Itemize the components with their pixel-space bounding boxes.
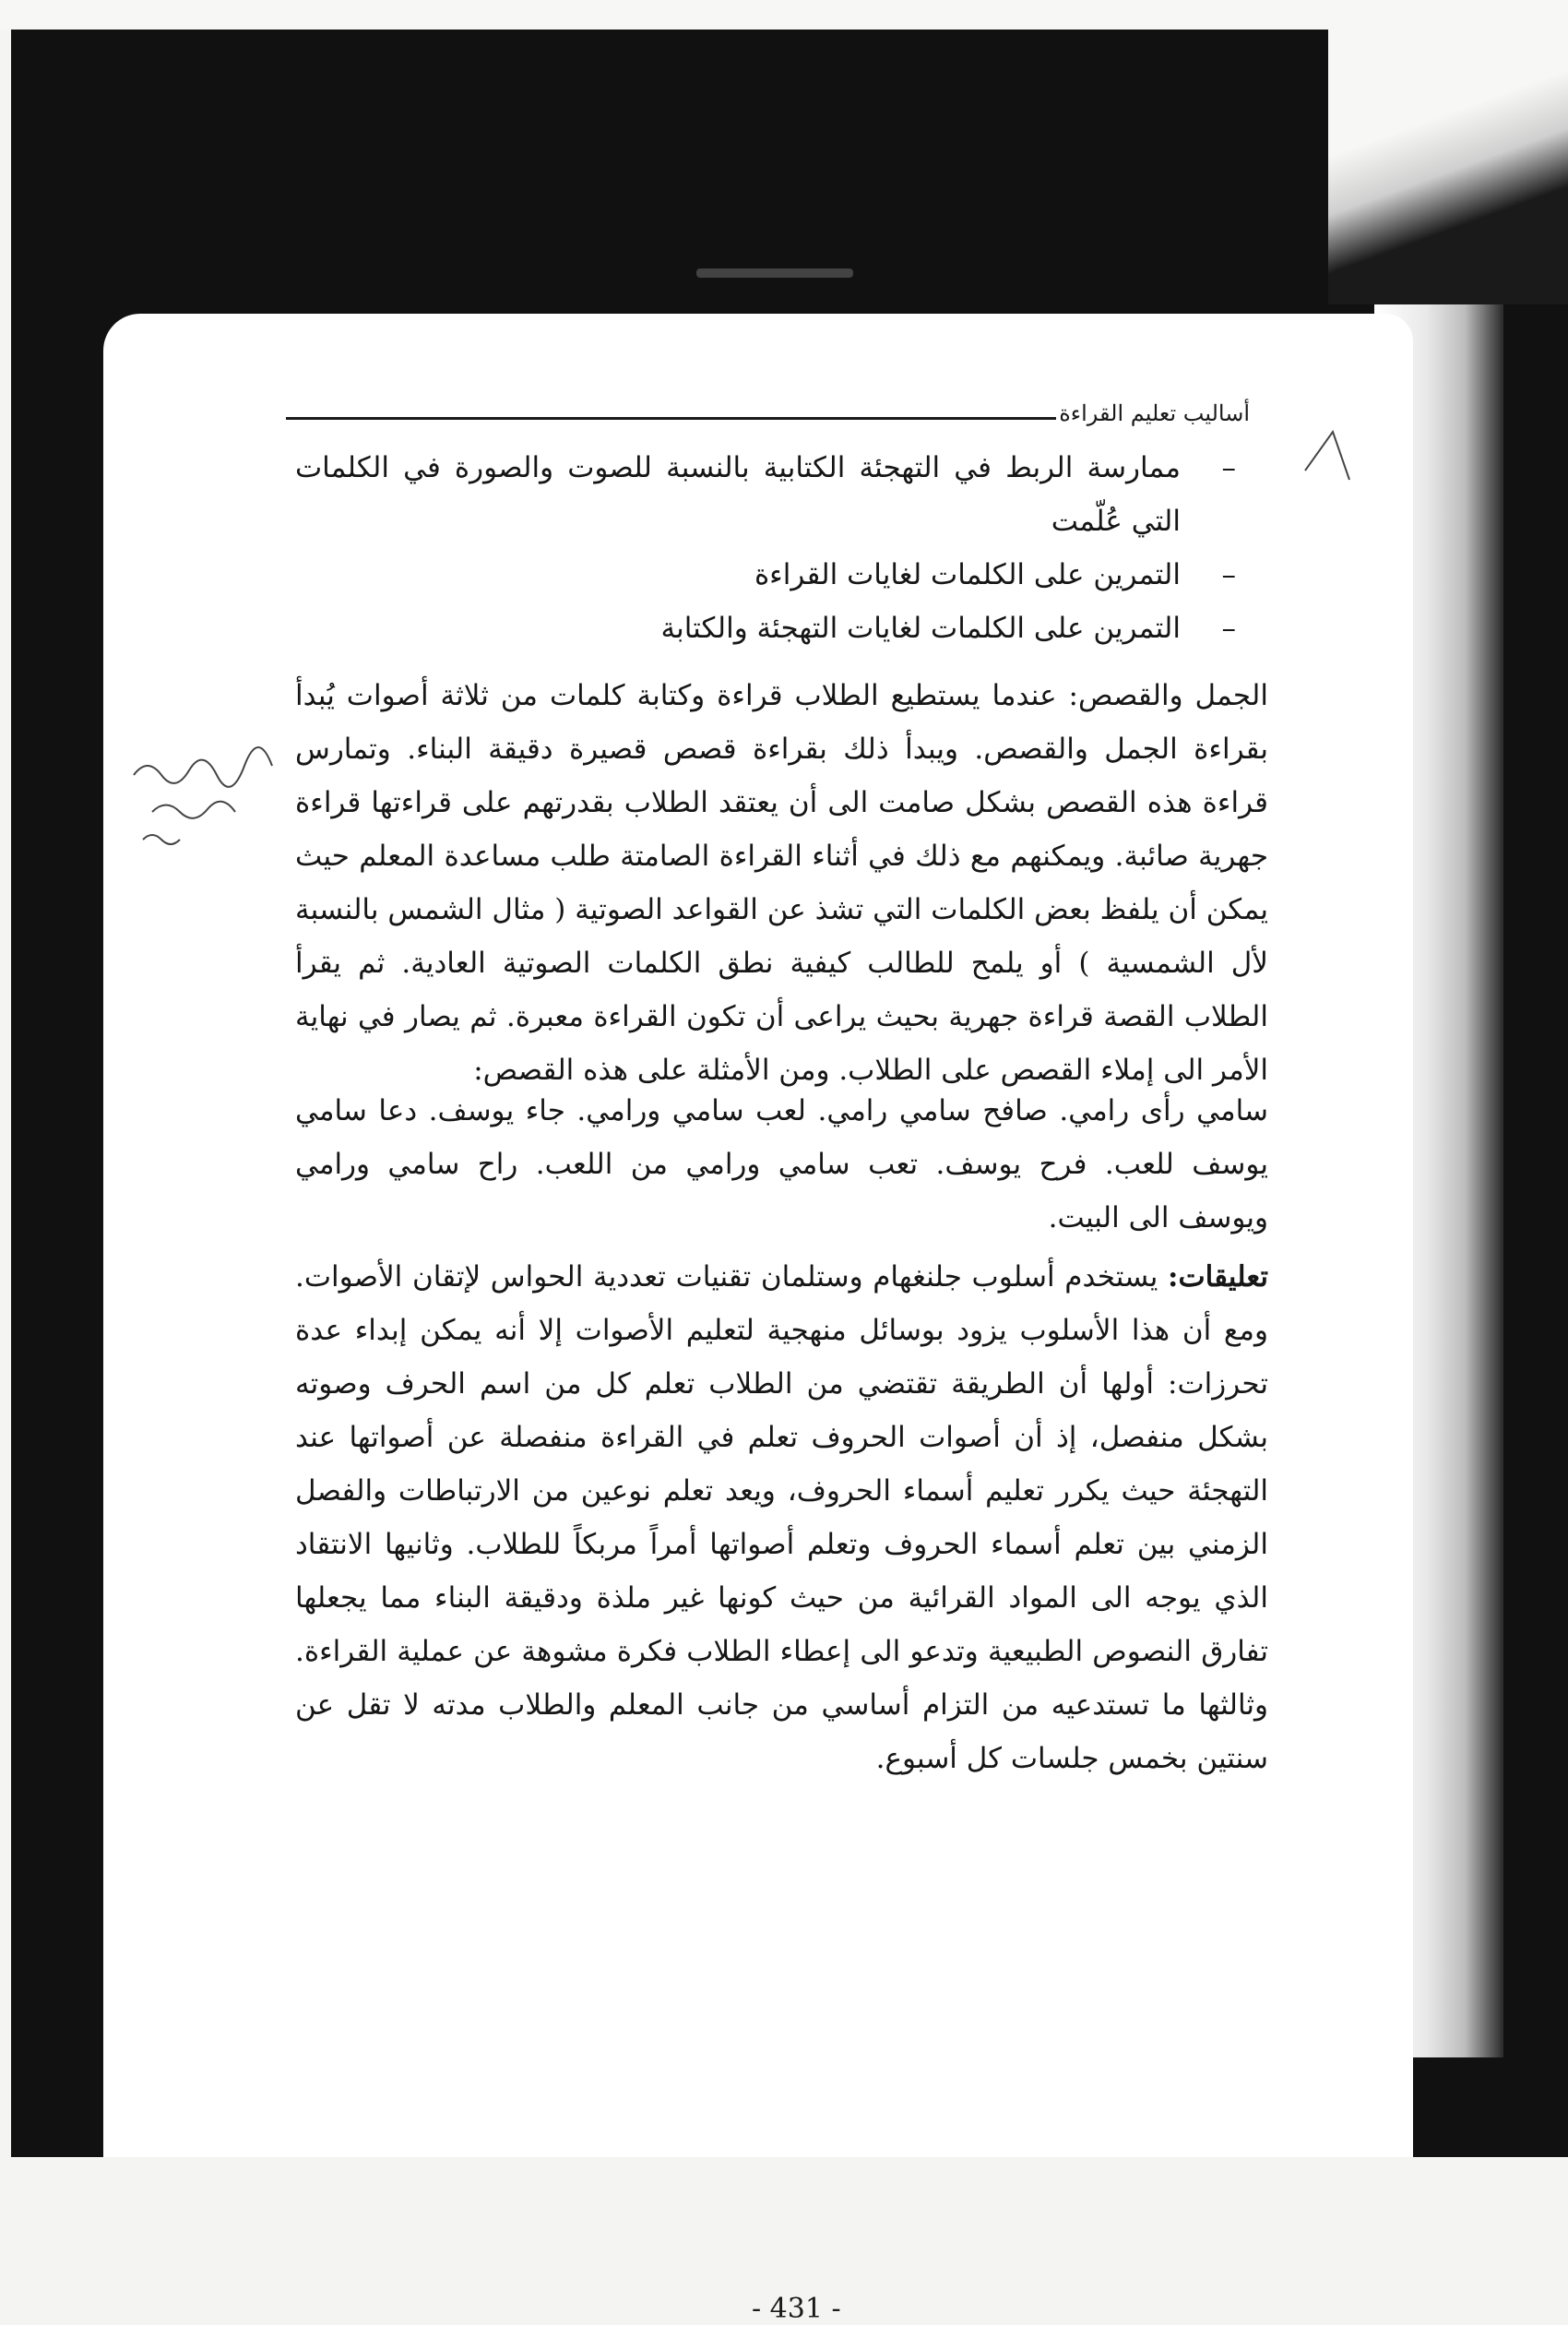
bullet-dash: – [1221, 558, 1236, 591]
bullet-dash: – [1221, 451, 1236, 484]
list-item [295, 548, 1236, 602]
comments-text: يستخدم أسلوب جلنغهام وستلمان تقنيات تعددية الحواس لإتقان الأصوات. ومع أن هذا الأسلوب يزود بوسائل منهجية لتعليم الأصوات إلا أنه يمكن إبداء عدة تحرزات: أولها أن الطريقة تقتضي من الطلاب تعلم كل من اسم الحرف وصوته بشكل منفصل، إذ أن أصوات الحروف تعلم في القراءة منفصلة عن أصواتها عند التهجئة حيث يكرر تعليم أسماء الحروف، ويعد تعلم نوعين من الارتباطات والفصل الزمني بين تعلم أسماء الحروف وتعلم أصواتها أمراً مربكاً للطلاب. وثانيها الانتقاد الذي يوجه الى المواد القرائية من حيث كونها غير ملذة ودقيقة البناء مما يجعلها تفارق النصوص الطبيعية وتدعو الى إعطاء الطلاب فكرة مشوهة عن عملية القراءة. وثالثها ما تستدعيه من التزام أساسي من جانب المعلم والطلاب مدته لا تقل عن سنتين بخمس جلسات كل أسبوع. [295, 1260, 1268, 1775]
list-item [295, 441, 1236, 548]
handwritten-margin-note [115, 738, 300, 867]
bullet-list [295, 441, 1236, 655]
comments-label: تعليقات: [1168, 1260, 1268, 1294]
list-item [295, 602, 1236, 655]
example-story: سامي رأى رامي. صافح سامي رامي. لعب سامي ورامي. جاء يوسف. دعا سامي يوسف للعب. فرح يوسف. تعب سامي ورامي من اللعب. راح سامي ورامي ويوسف الى البيت. [295, 1094, 1268, 1234]
header-rule [286, 417, 1056, 420]
header-title: أساليب تعليم القراءة [1059, 400, 1250, 426]
bullet-dash: – [1221, 612, 1236, 645]
scan-smudge [696, 268, 853, 278]
bullet-text: التمرين على الكلمات لغايات التهجئة والكتابة [660, 612, 1181, 645]
page-number: - 431 - [752, 2293, 841, 2325]
bullet-text: التمرين على الكلمات لغايات القراءة [754, 558, 1181, 591]
paragraph-sentences-stories: الجمل والقصص: عندما يستطيع الطلاب قراءة وكتابة كلمات من ثلاثة أصوات يُبدأ بقراءة الجمل والقصص. ويبدأ ذلك بقراءة قصص قصيرة دقيقة البناء. وتمارس قراءة هذه القصص بشكل صامت الى أن يعتقد الطلاب بقدرتهم على قراءتها قراءة جهرية صائبة. ويمكنهم مع ذلك في أثناء القراءة الصامتة طلب مساعدة المعلم حيث يمكن أن يلفظ بعض الكلمات التي تشذ عن القواعد الصوتية ( مثال الشمس بالنسبة لأل الشمسية ) أو يلمح للطالب كيفية نطق الكلمات الصوتية العادية. ثم يقرأ الطلاب القصة قراءة جهرية بحيث يراعى أن تكون القراءة معبرة. ثم يصار في نهاية الأمر الى إملاء القصص على الطلاب. ومن الأمثلة على هذه القصص: [295, 679, 1268, 1087]
running-header [286, 400, 1250, 437]
scan-corner-fold [1328, 0, 1568, 304]
handwritten-page-mark [1296, 424, 1360, 498]
paragraph-comments [295, 1250, 1268, 1785]
bullet-text: ممارسة الربط في التهجئة الكتابية بالنسبة للصوت والصورة في الكلمات التي عُلّمت [295, 451, 1181, 538]
